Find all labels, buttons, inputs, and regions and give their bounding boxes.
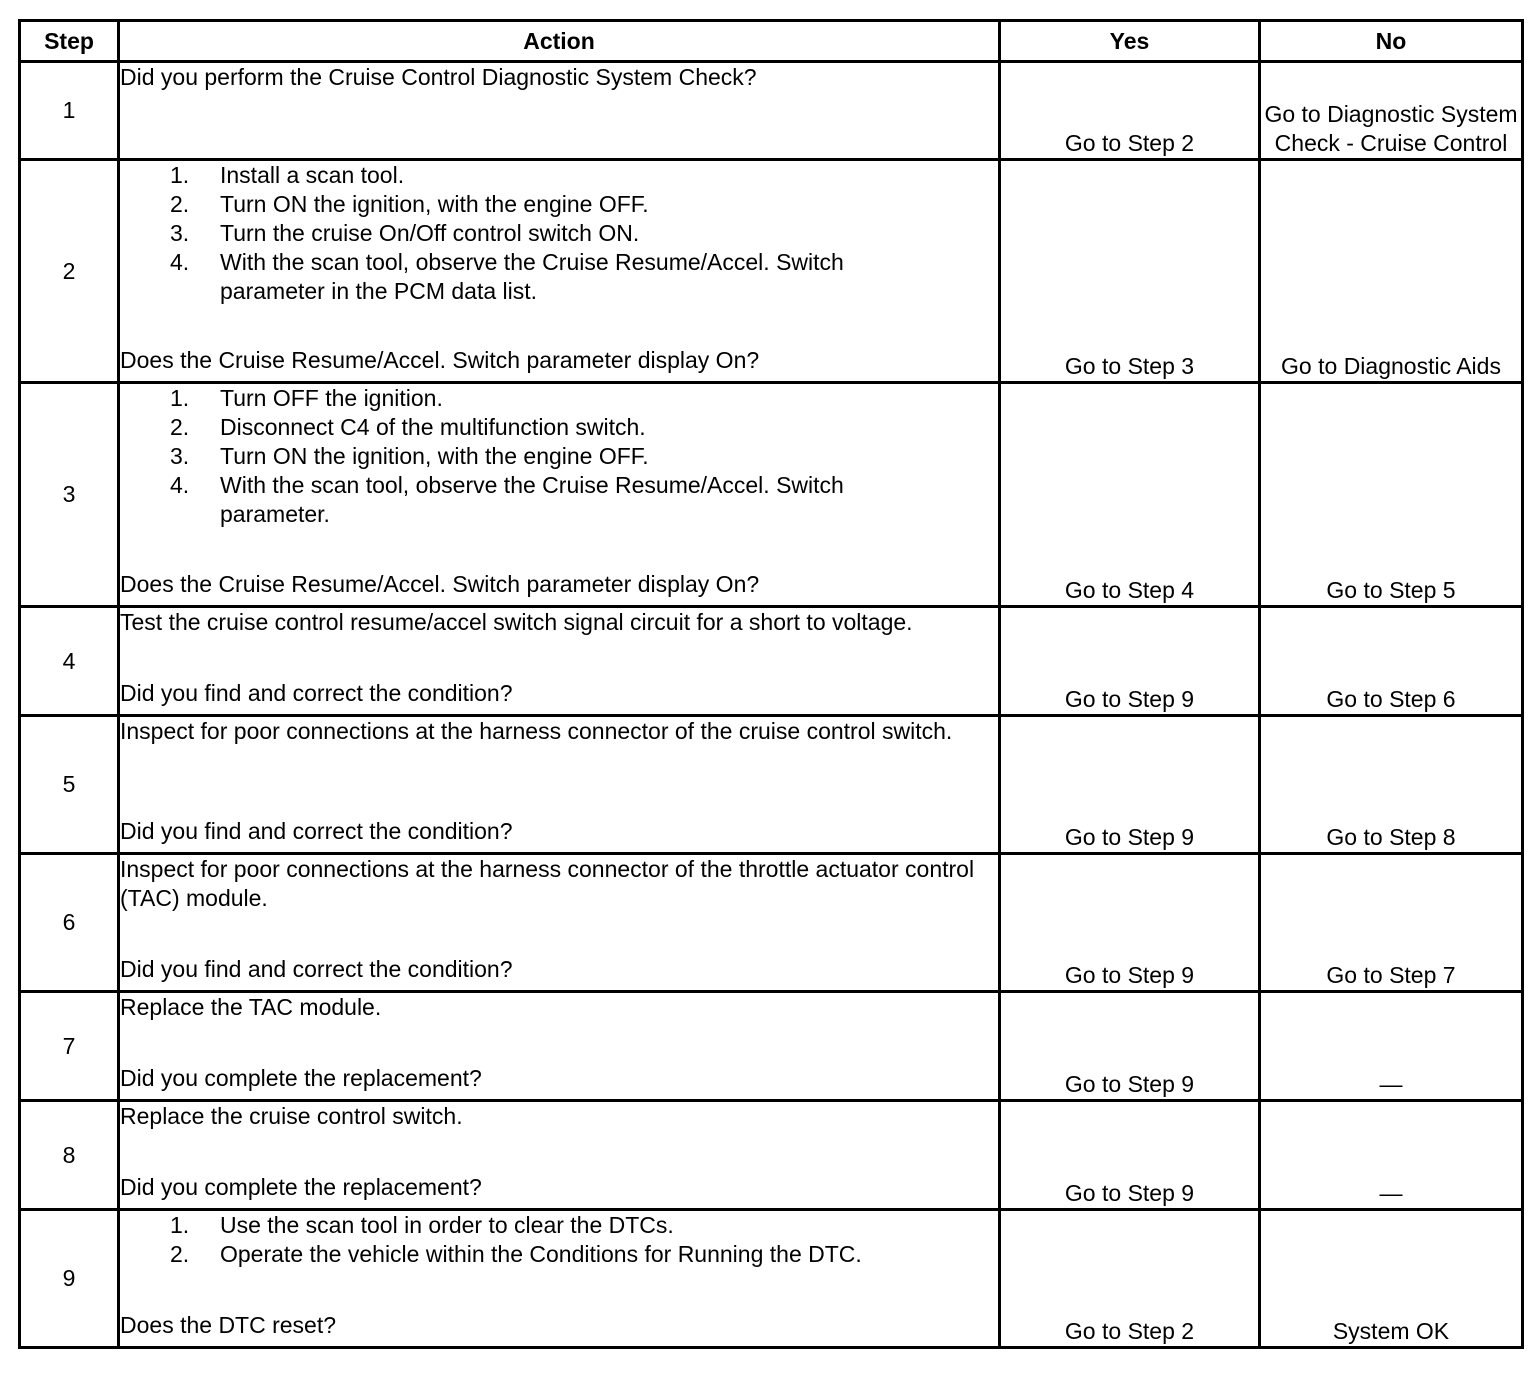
substep-number: 4. (170, 472, 190, 498)
yes-result: Go to Step 9 (1000, 607, 1260, 716)
table-body (20, 62, 1523, 1348)
action-instruction: Test the cruise control resume/accel switch signal circuit for a short to voltage. (120, 609, 913, 635)
action-question: Did you find and correct the condition? (120, 680, 513, 706)
no-result: System OK (1260, 1210, 1523, 1348)
substep-list (120, 1211, 998, 1269)
diagnostic-table (18, 19, 1524, 1349)
action-cell (119, 1210, 1000, 1348)
action-instruction: Inspect for poor connections at the harness connector of the throttle actuator control (TAC) module. (120, 856, 975, 911)
no-result: — (1260, 992, 1523, 1101)
substep-number: 1. (170, 1212, 190, 1238)
action-instruction: Replace the cruise control switch. (120, 1103, 463, 1129)
yes-result: Go to Step 9 (1000, 992, 1260, 1101)
table-row (20, 383, 1523, 607)
step-number: 4 (20, 607, 119, 716)
action-cell (119, 716, 1000, 854)
action-cell (119, 607, 1000, 716)
table-row (20, 992, 1523, 1101)
step-number: 2 (20, 160, 119, 383)
yes-result: Go to Step 3 (1000, 160, 1260, 383)
action-content (120, 608, 998, 708)
substep-text: Disconnect C4 of the multifunction switch. (220, 414, 646, 440)
substep-number: 3. (170, 220, 190, 246)
header-yes: Yes (1000, 21, 1260, 62)
action-question: Did you find and correct the condition? (120, 956, 513, 982)
substep-number: 1. (170, 385, 190, 411)
substep-number: 4. (170, 249, 190, 275)
no-result: Go to Step 8 (1260, 716, 1523, 854)
action-content (120, 855, 998, 984)
action-question: Did you complete the replacement? (120, 1065, 482, 1091)
action-content (120, 993, 998, 1093)
table-row (20, 62, 1523, 160)
action-content (120, 1211, 998, 1340)
action-cell (119, 383, 1000, 607)
substep-number: 3. (170, 443, 190, 469)
substep-item (120, 384, 998, 413)
substep-item (120, 219, 998, 248)
table-header (20, 21, 1523, 62)
step-number: 8 (20, 1101, 119, 1210)
action-question: Did you find and correct the condition? (120, 818, 513, 844)
action-instruction: Inspect for poor connections at the harness connector of the cruise control switch. (120, 718, 953, 744)
step-number: 1 (20, 62, 119, 160)
action-cell (119, 1101, 1000, 1210)
action-content (120, 1102, 998, 1202)
header-row (20, 21, 1523, 62)
action-question: Does the Cruise Resume/Accel. Switch parameter display On? (120, 347, 760, 373)
substep-item (120, 1211, 998, 1240)
yes-result: Go to Step 2 (1000, 62, 1260, 160)
no-result: Go to Diagnostic System Check - Cruise Control (1260, 62, 1523, 160)
step-number: 9 (20, 1210, 119, 1348)
action-instruction: Replace the TAC module. (120, 994, 382, 1020)
substep-item (120, 471, 998, 529)
substep-item (120, 442, 998, 471)
action-content (120, 717, 998, 846)
action-content (120, 384, 998, 599)
action-question: Does the Cruise Resume/Accel. Switch parameter display On? (120, 571, 760, 597)
step-number: 7 (20, 992, 119, 1101)
no-result: Go to Step 6 (1260, 607, 1523, 716)
table-row (20, 607, 1523, 716)
substep-text: Turn ON the ignition, with the engine OFF. (220, 443, 649, 469)
substep-number: 2. (170, 414, 190, 440)
no-result: Go to Diagnostic Aids (1260, 160, 1523, 383)
table-row (20, 1101, 1523, 1210)
action-cell (119, 160, 1000, 383)
substep-text: Turn OFF the ignition. (220, 385, 443, 411)
header-step: Step (20, 21, 119, 62)
substep-number: 2. (170, 191, 190, 217)
action-cell (119, 992, 1000, 1101)
substep-list (120, 384, 998, 529)
action-cell (119, 854, 1000, 992)
substep-text: Operate the vehicle within the Conditions for Running the DTC. (220, 1241, 862, 1267)
action-question: Did you complete the replacement? (120, 1174, 482, 1200)
step-number: 6 (20, 854, 119, 992)
action-content (120, 63, 998, 152)
action-content (120, 161, 998, 375)
substep-list (120, 161, 998, 306)
substep-text: Turn ON the ignition, with the engine OFF. (220, 191, 649, 217)
substep-text: With the scan tool, observe the Cruise Resume/Accel. Switch parameter in the PCM data list. (220, 249, 844, 304)
substep-item (120, 413, 998, 442)
substep-text: Use the scan tool in order to clear the DTCs. (220, 1212, 674, 1238)
action-question: Did you perform the Cruise Control Diagnostic System Check? (120, 64, 757, 90)
substep-item (120, 161, 998, 190)
no-result: Go to Step 5 (1260, 383, 1523, 607)
action-question: Does the DTC reset? (120, 1312, 337, 1338)
step-number: 5 (20, 716, 119, 854)
table-row (20, 716, 1523, 854)
header-no: No (1260, 21, 1523, 62)
step-number: 3 (20, 383, 119, 607)
yes-result: Go to Step 9 (1000, 716, 1260, 854)
substep-item (120, 248, 998, 306)
yes-result: Go to Step 9 (1000, 854, 1260, 992)
substep-item (120, 190, 998, 219)
yes-result: Go to Step 2 (1000, 1210, 1260, 1348)
substep-number: 1. (170, 162, 190, 188)
yes-result: Go to Step 9 (1000, 1101, 1260, 1210)
no-result: — (1260, 1101, 1523, 1210)
substep-text: With the scan tool, observe the Cruise Resume/Accel. Switch parameter. (220, 472, 844, 527)
table-row (20, 1210, 1523, 1348)
action-cell (119, 62, 1000, 160)
substep-text: Turn the cruise On/Off control switch ON. (220, 220, 640, 246)
table-row (20, 160, 1523, 383)
header-action: Action (119, 21, 1000, 62)
substep-number: 2. (170, 1241, 190, 1267)
no-result: Go to Step 7 (1260, 854, 1523, 992)
yes-result: Go to Step 4 (1000, 383, 1260, 607)
substep-text: Install a scan tool. (220, 162, 405, 188)
table-row (20, 854, 1523, 992)
substep-item (120, 1240, 998, 1269)
